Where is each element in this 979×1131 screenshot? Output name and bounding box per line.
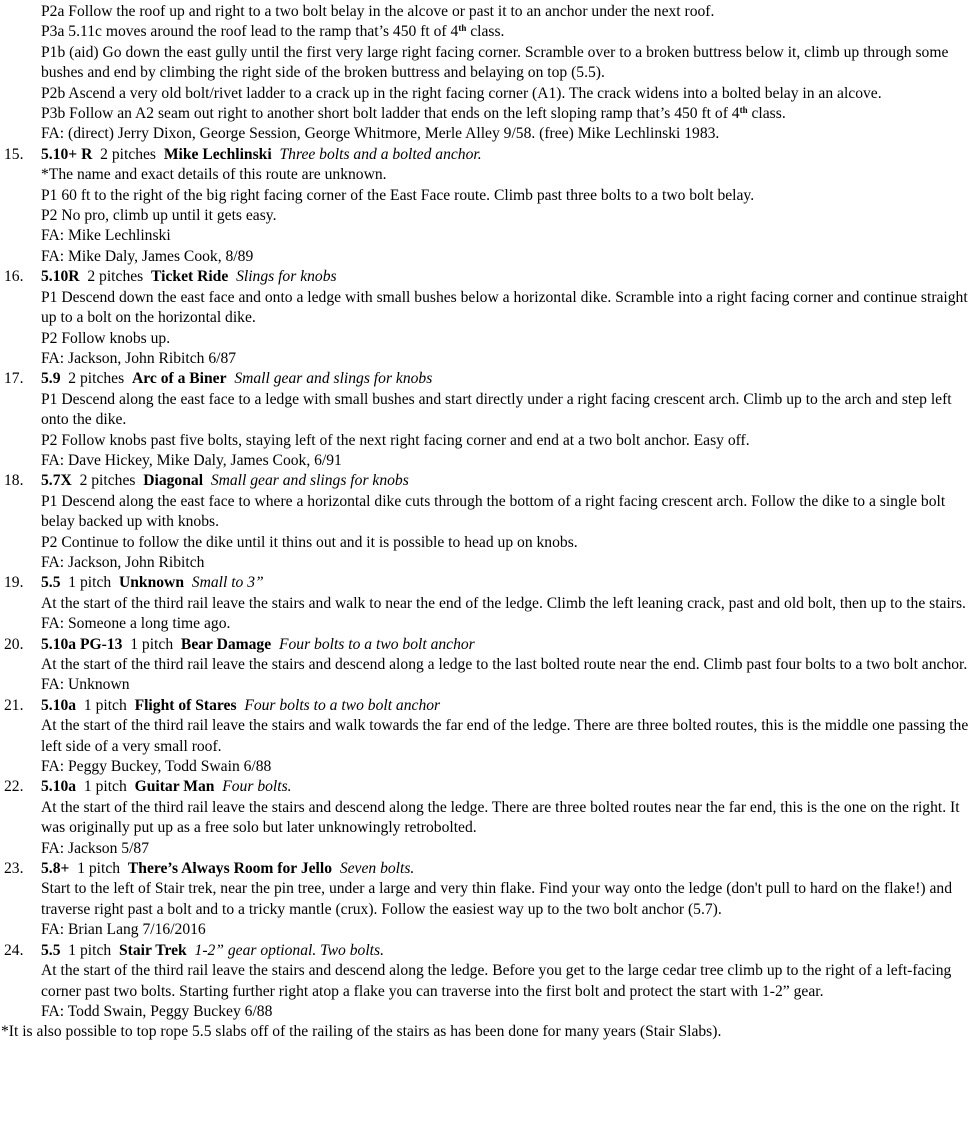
- route-name: Guitar Man: [134, 778, 215, 796]
- ordinal-suffix: th: [739, 105, 748, 116]
- route-pitches: 2 pitches: [68, 370, 125, 388]
- line-text: P2a Follow the roof up and right to a two bolt belay in the alcove or past it to an anchor under the next roof.: [41, 3, 715, 20]
- route-entry: [0, 369, 979, 471]
- description-line: [0, 2, 979, 22]
- route-detail-line: FA: Jackson, John Ribitch: [41, 553, 205, 571]
- route-name: There’s Always Room for Jello: [127, 860, 333, 878]
- route-entry: [0, 471, 979, 573]
- route-grade: 5.10a: [41, 696, 77, 714]
- route-number: 20.: [4, 635, 24, 653]
- line-text: class.: [747, 105, 786, 123]
- route-name: Diagonal: [143, 472, 204, 490]
- route-detail-line: P1 Descend down the east face and onto a ledge with small bushes below a horizontal dike. Scramble into a right facing corner and continue straight up to a bolt on the horizontal dike.: [41, 288, 968, 327]
- route-pitches: 2 pitches: [87, 268, 144, 286]
- route-grade: 5.10a: [41, 778, 77, 796]
- route-detail-line: P1 60 ft to the right of the big right facing corner of the East Face route. Climb past three bolts to a two bolt belay.: [41, 186, 755, 204]
- route-pitches: 1 pitch: [68, 574, 112, 592]
- line-text: P3b Follow an A2 seam out right to another short bolt ladder that ends on the left sloping ramp that’s 450 ft of 4: [41, 105, 740, 123]
- route-number: 21.: [4, 696, 24, 714]
- route-gear: Three bolts and a bolted anchor.: [279, 145, 482, 163]
- route-header: [0, 941, 979, 961]
- route-number: 18.: [4, 472, 24, 490]
- route-gear: Four bolts to a two bolt anchor: [244, 696, 441, 714]
- route-detail-line: At the start of the third rail leave the stairs and descend along the ledge. There are three bolted routes near the far end, this is the one on the right. It was originally put up as a free solo but later unknowingly retrobolted.: [41, 798, 960, 837]
- route-detail-line: At the start of the third rail leave the stairs and walk towards the far end of the ledge. There are three bolted routes, this is the middle one passing the left side of a very small roof.: [41, 717, 969, 755]
- route-name: Stair Trek: [118, 941, 187, 959]
- route-name: Mike Lechlinski: [163, 145, 272, 163]
- route-detail-line: FA: Peggy Buckey, Todd Swain 6/88: [41, 758, 272, 776]
- route-pitches: 2 pitches: [79, 472, 136, 490]
- route-detail-line: P1 Descend along the east face to where a horizontal dike cuts through the bottom of a right facing crescent arch. Follow the dike to a single bolt belay backed up with knobs.: [41, 492, 946, 531]
- route-detail-line: FA: Dave Hickey, Mike Daly, James Cook, 6/91: [41, 451, 342, 469]
- route-header: [0, 696, 979, 716]
- route-number: 16.: [4, 268, 24, 286]
- route-header: [0, 573, 979, 593]
- route-name: Bear Damage: [180, 635, 272, 653]
- route-entry: [0, 267, 979, 369]
- route-detail-line: FA: Jackson 5/87: [41, 839, 149, 857]
- route-pitches: 1 pitch: [77, 860, 121, 878]
- route-grade: 5.5: [41, 941, 61, 959]
- route-grade: 5.7X: [41, 472, 72, 490]
- route-detail-line: P2 No pro, climb up until it gets easy.: [41, 207, 277, 225]
- route-gear: Slings for knobs: [236, 268, 337, 286]
- route-detail-line: P2 Continue to follow the dike until it thins out and it is possible to head up on knobs.: [41, 533, 578, 551]
- route-entry: [0, 777, 979, 859]
- route-detail-line: FA: Todd Swain, Peggy Buckey 6/88: [41, 1002, 273, 1020]
- route-entry: [0, 859, 979, 941]
- route-pitches: 2 pitches: [100, 145, 157, 163]
- route-list: [0, 145, 979, 1022]
- route-pitches: 1 pitch: [68, 941, 112, 959]
- route-name: Arc of a Biner: [131, 370, 227, 388]
- route-name: Ticket Ride: [151, 268, 229, 286]
- route-entry: [0, 696, 979, 778]
- route-header: [0, 145, 979, 165]
- route-name: Flight of Stares: [134, 696, 237, 714]
- route-number: 19.: [4, 574, 24, 592]
- route-gear: Small to 3”: [191, 574, 264, 592]
- line-text: FA: (direct) Jerry Dixon, George Session, George Whitmore, Merle Alley 9/58. (free) Mike Lechlinski 1983.: [41, 125, 720, 143]
- route-detail-line: P2 Follow knobs up.: [41, 329, 171, 347]
- description-line: [0, 104, 979, 124]
- route-pitches: 1 pitch: [130, 635, 174, 653]
- route-gear: 1-2” gear optional. Two bolts.: [194, 941, 384, 959]
- route-detail-line: FA: Unknown: [41, 676, 130, 694]
- route-grade: 5.10+ R: [41, 145, 93, 163]
- route-detail-line: FA: Mike Lechlinski: [41, 227, 171, 245]
- route-entry: [0, 145, 979, 267]
- route-gear: Seven bolts.: [339, 860, 415, 878]
- route-pitches: 1 pitch: [83, 696, 127, 714]
- east-face-variations: [0, 2, 979, 145]
- route-number: 24.: [4, 941, 24, 959]
- route-number: 22.: [4, 778, 24, 796]
- route-detail-line: FA: Someone a long time ago.: [41, 615, 231, 633]
- route-grade: 5.10a PG-13: [41, 635, 123, 653]
- route-grade: 5.8+: [41, 860, 70, 878]
- route-detail-line: Start to the left of Stair trek, near the pin tree, under a large and very thin flake. Find your way onto the ledge (don't pull to hard on the flake!) and traverse right past a bolt and to a tricky mantle (crux). Follow the easiest way up to the two bolt anchor (5.7).: [41, 880, 953, 918]
- route-detail-line: FA: Jackson, John Ribitch 6/87: [41, 349, 237, 367]
- description-line: [0, 84, 979, 104]
- route-entry: [0, 941, 979, 1023]
- route-gear: Small gear and slings for knobs: [234, 370, 433, 388]
- line-text: P3a 5.11c moves around the roof lead to the ramp that’s 450 ft of 4: [41, 23, 459, 41]
- line-text: P1b (aid) Go down the east gully until the first very large right facing corner. Scramble over to a broken buttress below it, climb up through some bushes and end by climbing the right side of the broken buttress and belaying on top (5.5).: [41, 43, 949, 82]
- route-grade: 5.9: [41, 370, 61, 388]
- route-number: 17.: [4, 370, 24, 388]
- route-detail-line: FA: Mike Daly, James Cook, 8/89: [41, 247, 254, 265]
- route-header: [0, 777, 979, 797]
- description-line: [0, 43, 979, 84]
- line-text: class.: [466, 23, 505, 41]
- route-gear: Four bolts to a two bolt anchor: [278, 635, 475, 653]
- route-detail-line: At the start of the third rail leave the stairs and descend along the ledge. Before you get to the large cedar tree climb up to the right of a left-facing corner past two bolts. Starting further right atop a flake you can traverse into the first bolt and protect the start with 1-2” gear.: [41, 962, 952, 1000]
- route-grade: 5.5: [41, 574, 61, 592]
- ordinal-suffix: th: [458, 23, 467, 34]
- route-detail-line: At the start of the third rail leave the stairs and walk to near the end of the ledge. Climb the left leaning crack, past and old bolt, then up to the stairs.: [41, 594, 966, 612]
- route-pitches: 1 pitch: [83, 778, 127, 796]
- description-line: [0, 22, 979, 42]
- route-gear: Small gear and slings for knobs: [210, 472, 409, 490]
- route-grade: 5.10R: [41, 268, 80, 286]
- route-detail-line: *The name and exact details of this route are unknown.: [41, 166, 387, 184]
- description-line: [0, 124, 979, 144]
- route-header: [0, 471, 979, 491]
- route-detail-line: P1 Descend along the east face to a ledge with small bushes and start directly under a right facing crescent arch. Climb up to the arch and step left onto the dike.: [41, 390, 952, 429]
- route-entry: [0, 573, 979, 634]
- route-number: 23.: [4, 860, 24, 878]
- route-number: 15.: [4, 145, 24, 163]
- route-name: Unknown: [118, 574, 184, 592]
- route-detail-line: P2 Follow knobs past five bolts, staying left of the next right facing corner and end at a two bolt anchor. Easy off.: [41, 431, 750, 449]
- route-detail-line: At the start of the third rail leave the stairs and descend along a ledge to the last bolted route near the end. Climb past four bolts to a two bolt anchor.: [41, 656, 968, 673]
- route-header: [0, 859, 979, 879]
- route-gear: Four bolts.: [222, 778, 292, 796]
- route-header: [0, 369, 979, 389]
- route-header: [0, 635, 979, 655]
- footnote: *It is also possible to top rope 5.5 slabs off of the railing of the stairs as has been done for many years (Stair Slabs).: [1, 1023, 722, 1041]
- line-text: P2b Ascend a very old bolt/rivet ladder to a crack up in the right facing corner (A1). The crack widens into a bolted belay in an alcove.: [41, 84, 882, 102]
- route-detail-line: FA: Brian Lang 7/16/2016: [41, 921, 206, 939]
- route-header: [0, 267, 979, 287]
- route-entry: [0, 635, 979, 696]
